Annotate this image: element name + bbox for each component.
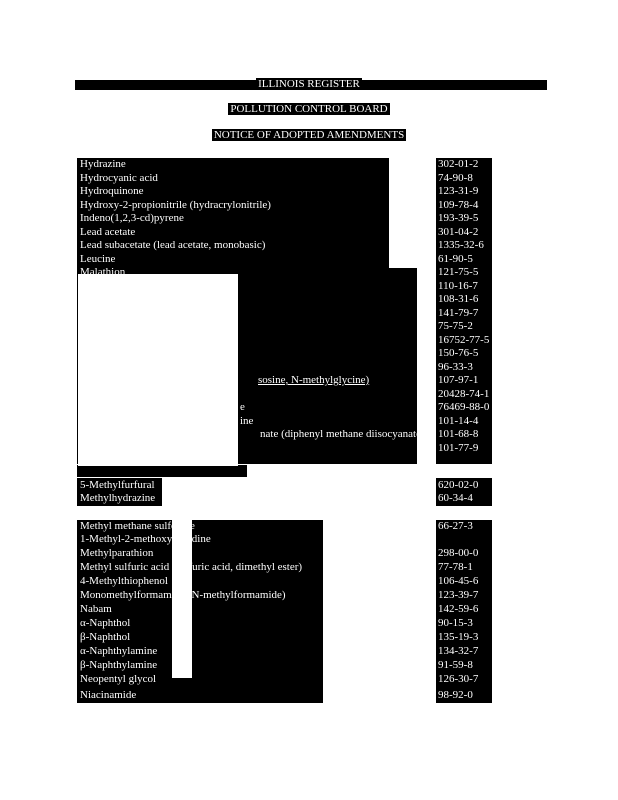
cas-number: 302-01-2	[438, 158, 479, 170]
substance-name: Methylhydrazine	[80, 492, 156, 504]
cas-number: 110-16-7	[438, 279, 478, 292]
cas-number: 96-33-3	[438, 360, 473, 373]
cas-number: 126-30-7	[438, 673, 479, 685]
cas-number: 121-75-5	[438, 266, 479, 278]
cas-number: 20428-74-1	[438, 387, 490, 400]
substance-name: Hydroxy-2-propionitrile (hydracrylonitrile)	[80, 198, 271, 211]
substance-name: Hydrocyanic acid	[80, 171, 158, 184]
cas-number: 141-79-7	[438, 306, 479, 319]
names-block-low1	[77, 465, 247, 477]
substance-name: Hydroquinone	[80, 185, 144, 197]
cas-number: 101-68-8	[438, 428, 479, 440]
cas-number: 150-76-5	[438, 347, 479, 359]
cas-number: 1335-32-6	[438, 239, 484, 251]
substance-name: β-Naphthylamine	[80, 659, 158, 671]
substance-name: Methyl sulfuric acid (sulfuric acid, dimethyl ester)	[80, 561, 303, 573]
cas-number: 142-59-6	[438, 603, 479, 615]
cas-number: 16752-77-5	[438, 333, 490, 346]
cas-number: 60-34-4	[438, 492, 473, 504]
cas-number: 66-27-3	[438, 520, 473, 532]
cas-number: 123-31-9	[438, 185, 479, 197]
cas-number: 123-39-7	[438, 589, 479, 601]
substance-name: Lead acetate	[80, 225, 136, 238]
substance-name: α-Naphthylamine	[80, 645, 158, 657]
substance-name: sosine, N-methylglycine)	[258, 374, 370, 386]
substance-name: Methyl methane sulfonate	[80, 520, 195, 532]
cas-number: 74-90-8	[438, 171, 473, 184]
cas-number: 134-32-7	[438, 645, 479, 657]
redaction-box	[78, 274, 238, 466]
substance-name: nate (diphenyl methane diisocyanate)	[260, 428, 425, 440]
substance-name: Nabam	[80, 603, 112, 615]
cas-number: 106-45-6	[438, 575, 479, 587]
board-title: POLLUTION CONTROL BOARD	[230, 103, 388, 115]
cas-number: 301-04-2	[438, 225, 479, 238]
cas-number: 90-15-3	[438, 617, 473, 629]
substance-name: Indeno(1,2,3-cd)pyrene	[80, 212, 184, 224]
cas-number: 98-92-0	[438, 689, 473, 701]
substance-name: β-Naphthol	[80, 631, 131, 643]
substance-name: Malathion	[80, 266, 126, 278]
substance-name: 4-Methylthiophenol	[80, 575, 168, 587]
cas-number: 108-31-6	[438, 293, 479, 305]
substance-name: 1-Methyl-2-methoxyaziridine	[80, 533, 211, 545]
cas-number: 101-14-4	[438, 414, 479, 427]
substance-name: e	[240, 401, 245, 413]
cas-number: 298-00-0	[438, 547, 479, 559]
substance-name: Hydrazine	[80, 158, 126, 170]
cas-number: 193-39-5	[438, 212, 479, 224]
substance-name: Methylparathion	[80, 547, 154, 559]
substance-name: Neopentyl glycol	[80, 673, 157, 685]
notice-title: NOTICE OF ADOPTED AMENDMENTS	[213, 129, 405, 141]
cas-number: 61-90-5	[438, 252, 473, 265]
register-title: ILLINOIS REGISTER	[258, 78, 360, 90]
cas-number: 76469-88-0	[438, 401, 490, 413]
cas-number: 91-59-8	[438, 659, 473, 671]
substance-name: α-Naphthol	[80, 617, 131, 629]
substance-name: Lead subacetate (lead acetate, monobasic)	[80, 239, 266, 251]
cas-number: 109-78-4	[438, 198, 479, 211]
substance-name: Niacinamide	[80, 689, 137, 701]
cas-number: 135-19-3	[438, 631, 479, 643]
substance-name: Monomethylformamide (N-methylformamide)	[80, 589, 286, 601]
substance-name: Leucine	[80, 252, 116, 265]
substance-name: 5-Methylfurfural	[80, 479, 155, 491]
cas-number: 620-02-0	[438, 479, 479, 491]
cas-number: 101-77-9	[438, 441, 479, 454]
cas-number: 75-75-2	[438, 320, 473, 332]
substance-name: ine	[240, 414, 254, 427]
cas-number: 77-78-1	[438, 561, 473, 573]
cas-number: 107-97-1	[438, 374, 479, 386]
